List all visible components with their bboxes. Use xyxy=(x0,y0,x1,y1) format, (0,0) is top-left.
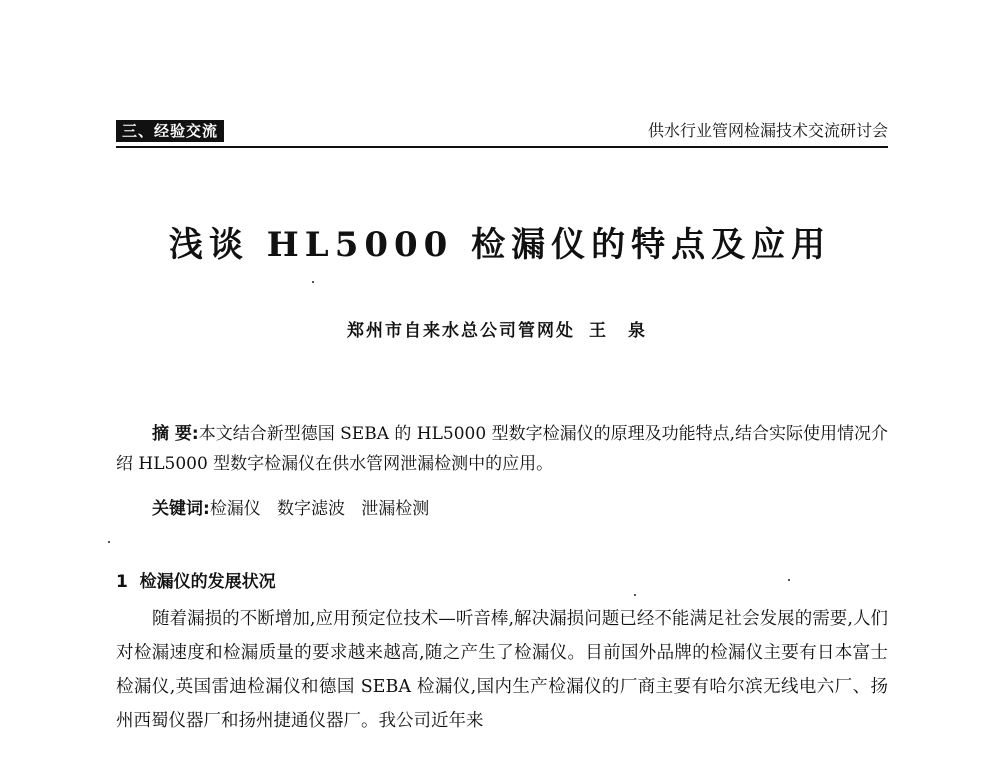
abstract xyxy=(116,419,888,479)
scan-speck xyxy=(108,541,110,543)
section-heading: 1 检漏仪的发展状况 xyxy=(116,572,276,592)
author-name: 王 泉 xyxy=(589,321,653,341)
scan-speck xyxy=(312,281,314,283)
scan-speck xyxy=(634,594,636,596)
abstract-text: 本文结合新型德国 SEBA 的 HL5000 型数字检漏仪的原理及功能特点,结合实际使用情况介绍 HL5000 型数字检漏仪在供水管网泄漏检测中的应用。 xyxy=(116,424,888,474)
body-paragraph: 随着漏损的不断增加,应用预定位技术—听音棒,解决漏损问题已经不能满足社会发展的需要,人们对检漏速度和检漏质量的要求越来越高,随之产生了检漏仪。目前国外品牌的检漏仪主要有日本富士检漏仪,英国雷迪检漏仪和德国 SEBA 检漏仪,国内生产检漏仪的厂商主要有哈尔滨无线电六厂、扬州西蜀仪器厂和扬州捷通仪器厂。我公司近年来 xyxy=(116,609,888,731)
running-header xyxy=(116,118,888,148)
keywords-label: 关键词: xyxy=(152,499,210,519)
keywords xyxy=(116,494,888,524)
scan-speck xyxy=(788,579,790,581)
paper-title: 浅谈 HL5000 检漏仪的特点及应用 xyxy=(168,225,832,265)
abstract-label: 摘 要: xyxy=(152,424,199,444)
conference-name: 供水行业管网检漏技术交流研讨会 xyxy=(647,121,888,140)
author-line xyxy=(0,318,1000,344)
author-affiliation: 郑州市自来水总公司管网处 xyxy=(347,321,576,341)
keywords-text: 检漏仪 数字滤波 泄漏检测 xyxy=(209,499,430,519)
section-tag: 三、经验交流 xyxy=(116,120,224,142)
